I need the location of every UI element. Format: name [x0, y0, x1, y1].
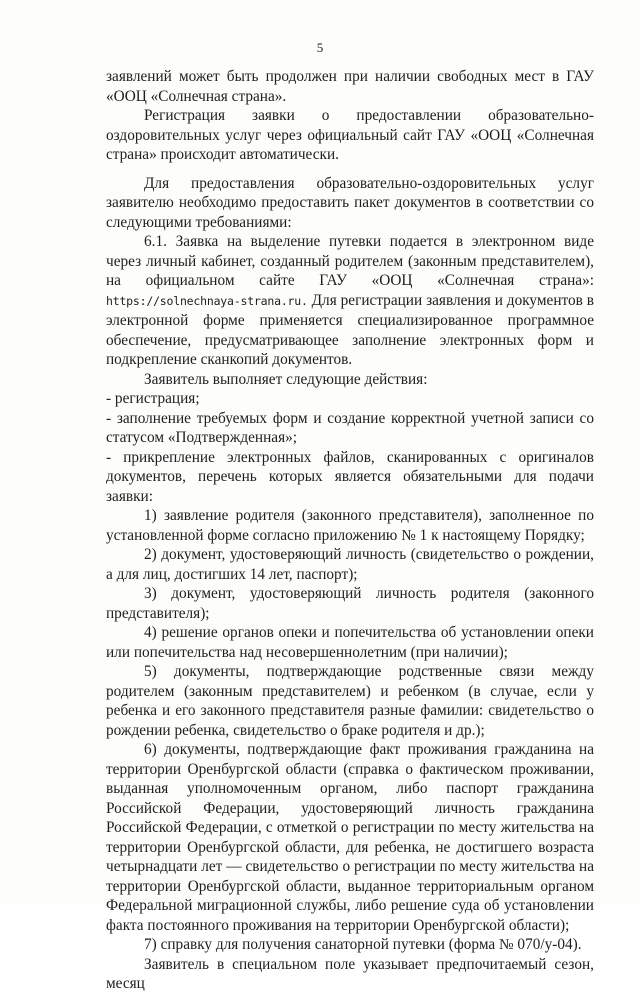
item-6-1-text: 6.1. Заявка на выделение путевки подается в электронном виде через личный кабинет, созданный родителем (законным представителем), на официальном сайте ГАУ «ООЦ «Солнечная страна»:: [106, 233, 594, 289]
document-item: 4) решение органов опеки и попечительства об установлении опеки или попечительства над несовершеннолетним (при наличии);: [106, 624, 594, 661]
paragraph: Заявитель в специальном поле указывает предпочитаемый сезон, месяц: [106, 955, 594, 992]
document-body: [106, 67, 594, 994]
document-item: 6) документы, подтверждающие факт проживания гражданина на территории Оренбургской области (справка о фактическом проживании, выданная уполномоченным органом, либо паспорт гражданина Российской Федерации, удостоверяющий личность гражданина Российской Федерации, с отметкой о регистрации по месту жительства на территории Оренбургской области, для ребенка, не достигшего возраста четырнадцати лет — свидетельство о регистрации по месту жительства на территории Оренбургской области, выданное территориальным органом Федеральной миграционной службы, либо решение суда об установлении факта постоянного проживания на территории Оренбургской области);: [106, 741, 594, 934]
document-item: 5) документы, подтверждающие родственные связи между родителем (законным представителем) и ребенком (в случае, если у ребенка и его законного представителя разные фамилии: свидетельство о рождении ребенка, свидетельство о браке родителя и др.);: [106, 663, 594, 739]
document-item: 1) заявление родителя (законного представителя), заполненное по установленной форме согласно приложению № 1 к настоящему Порядку;: [106, 507, 594, 544]
page-number: 5: [316, 40, 324, 55]
list-item: - прикрепление электронных файлов, сканированных с оригиналов документов, перечень которых является обязательными для подачи заявки:: [106, 448, 594, 505]
list-item: - регистрация;: [106, 390, 200, 407]
paragraph: заявлений может быть продолжен при наличии свободных мест в ГАУ «ООЦ «Солнечная страна».: [106, 68, 594, 105]
site-url: https://solnechnaya-strana.ru.: [106, 293, 308, 308]
paragraph: Для предоставления образовательно-оздоровительных услуг заявителю необходимо предоставить пакет документов в соответствии со следующими требованиями:: [106, 174, 594, 231]
paragraph: Регистрация заявки о предоставлении образовательно-оздоровительных услуг через официальный сайт ГАУ «ООЦ «Солнечная страна» происходит автоматически.: [106, 107, 594, 163]
document-item: 3) документ, удостоверяющий личность родителя (законного представителя);: [106, 585, 594, 622]
item-6-1-continued: Для регистрации заявления и документов в электронной форме применяется специализированное программное обеспечение, предусматривающее заполнение электронных форм и подкрепление сканкопий документов.: [106, 291, 595, 368]
document-item: 2) документ, удостоверяющий личность (свидетельство о рождении, а для лиц, достигших 14 лет, паспорт);: [106, 546, 594, 583]
paragraph: Заявитель выполняет следующие действия:: [144, 370, 428, 388]
paragraph-item-6-1: [106, 232, 594, 370]
document-item: 7) справку для получения санаторной путевки (форма № 070/у-04).: [144, 936, 582, 953]
list-item: - заполнение требуемых форм и создание корректной учетной записи со статусом «Подтвержденная»;: [106, 409, 594, 446]
